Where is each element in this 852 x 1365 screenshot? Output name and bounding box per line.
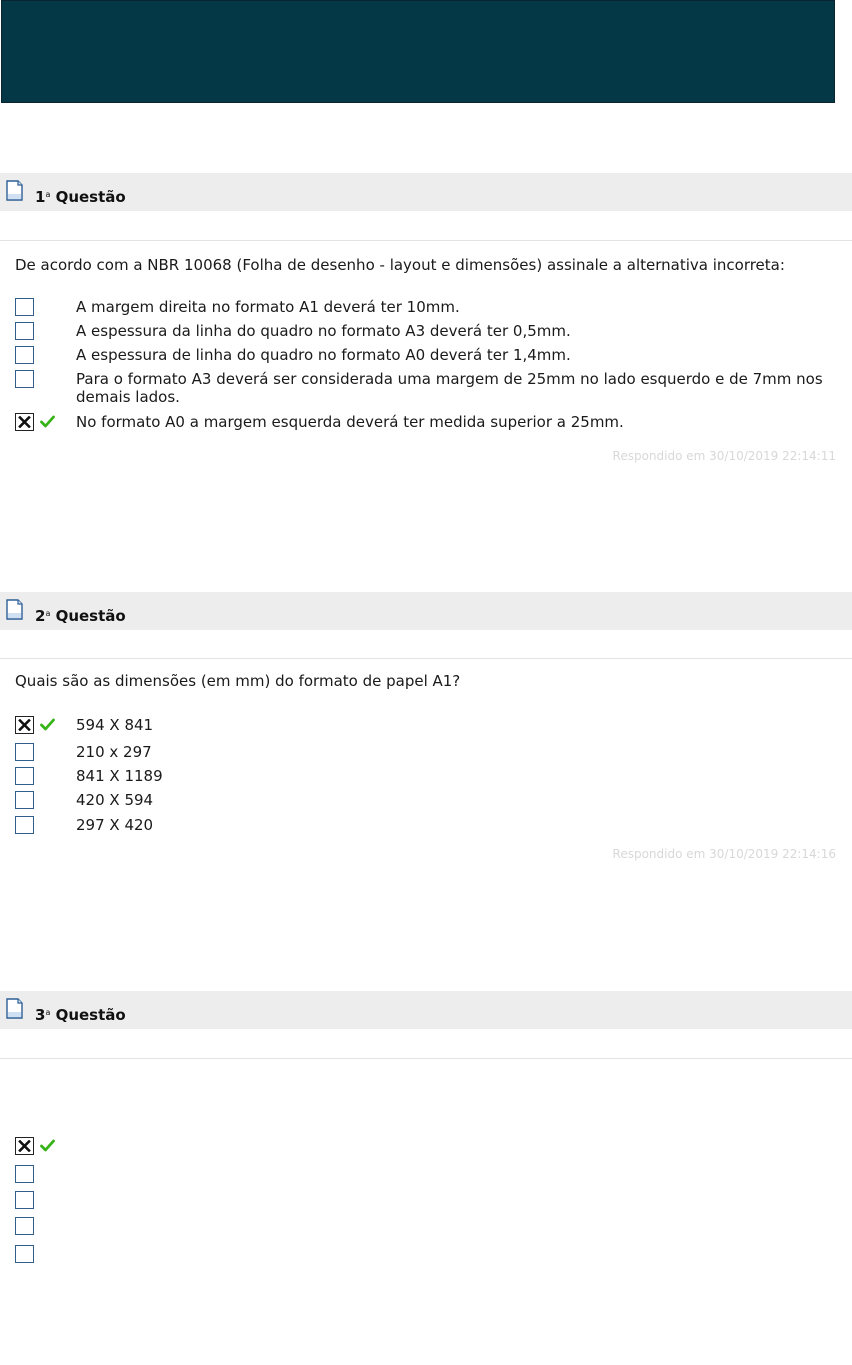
option-checkbox[interactable]	[15, 767, 34, 785]
option-label: A espessura da linha do quadro no formato A3 deverá ter 0,5mm.	[76, 322, 571, 340]
green-check-icon	[40, 1139, 55, 1152]
question-3-header	[0, 991, 852, 1029]
option-label: 297 X 420	[76, 816, 154, 834]
option-label: No formato A0 a margem esquerda deverá ter medida superior a 25mm.	[76, 413, 624, 431]
option-checkbox[interactable]	[15, 370, 34, 388]
option-label: 841 X 1189	[76, 767, 163, 785]
x-mark-icon	[18, 1140, 31, 1152]
green-check-icon	[40, 718, 55, 731]
selected-checkbox[interactable]	[15, 1137, 34, 1155]
option-checkbox[interactable]	[15, 298, 34, 316]
question-1-header	[0, 173, 852, 211]
option-checkbox[interactable]	[15, 1165, 34, 1183]
green-check-icon	[40, 415, 55, 428]
option-checkbox[interactable]	[15, 1245, 34, 1263]
option-label: Para o formato A3 deverá ser considerada uma margem de 25mm no lado esquerdo e de 7mm nos demais lados.	[76, 370, 823, 406]
document-icon	[6, 599, 23, 620]
x-mark-icon	[18, 719, 31, 731]
question-3-title: 3$^a$ Questão	[35, 1006, 126, 1024]
option-checkbox[interactable]	[15, 791, 34, 809]
answered-timestamp: Respondido em 30/10/2019 22:14:16	[612, 847, 836, 861]
top-banner	[1, 0, 835, 103]
option-label: 420 X 594	[76, 791, 154, 809]
question-1-text: De acordo com a NBR 10068 (Folha de desenho - layout e dimensões) assinale a alternativa incorreta:	[15, 256, 785, 274]
question-2-title: 2$^a$ Questão	[35, 607, 126, 625]
document-icon	[6, 998, 23, 1019]
option-label: 210 x 297	[76, 743, 152, 761]
option-checkbox[interactable]	[15, 816, 34, 834]
option-checkbox[interactable]	[15, 1217, 34, 1235]
option-label: 594 X 841	[76, 716, 154, 734]
selected-checkbox[interactable]	[15, 413, 34, 431]
answered-timestamp: Respondido em 30/10/2019 22:14:11	[612, 449, 836, 463]
question-2-header	[0, 592, 852, 630]
option-label: A espessura de linha do quadro no formato A0 deverá ter 1,4mm.	[76, 346, 571, 364]
selected-checkbox[interactable]	[15, 716, 34, 734]
option-label: A margem direita no formato A1 deverá ter 10mm.	[76, 298, 460, 316]
x-mark-icon	[18, 416, 31, 428]
question-1-title: 1$^a$ Questão	[35, 188, 126, 206]
question-1-divider	[0, 240, 852, 241]
option-checkbox[interactable]	[15, 1191, 34, 1209]
document-icon	[6, 180, 23, 201]
option-checkbox[interactable]	[15, 346, 34, 364]
option-checkbox[interactable]	[15, 743, 34, 761]
option-checkbox[interactable]	[15, 322, 34, 340]
question-2-divider	[0, 658, 852, 659]
question-3-divider	[0, 1058, 852, 1059]
question-2-text: Quais são as dimensões (em mm) do formato de papel A1?	[15, 672, 461, 690]
